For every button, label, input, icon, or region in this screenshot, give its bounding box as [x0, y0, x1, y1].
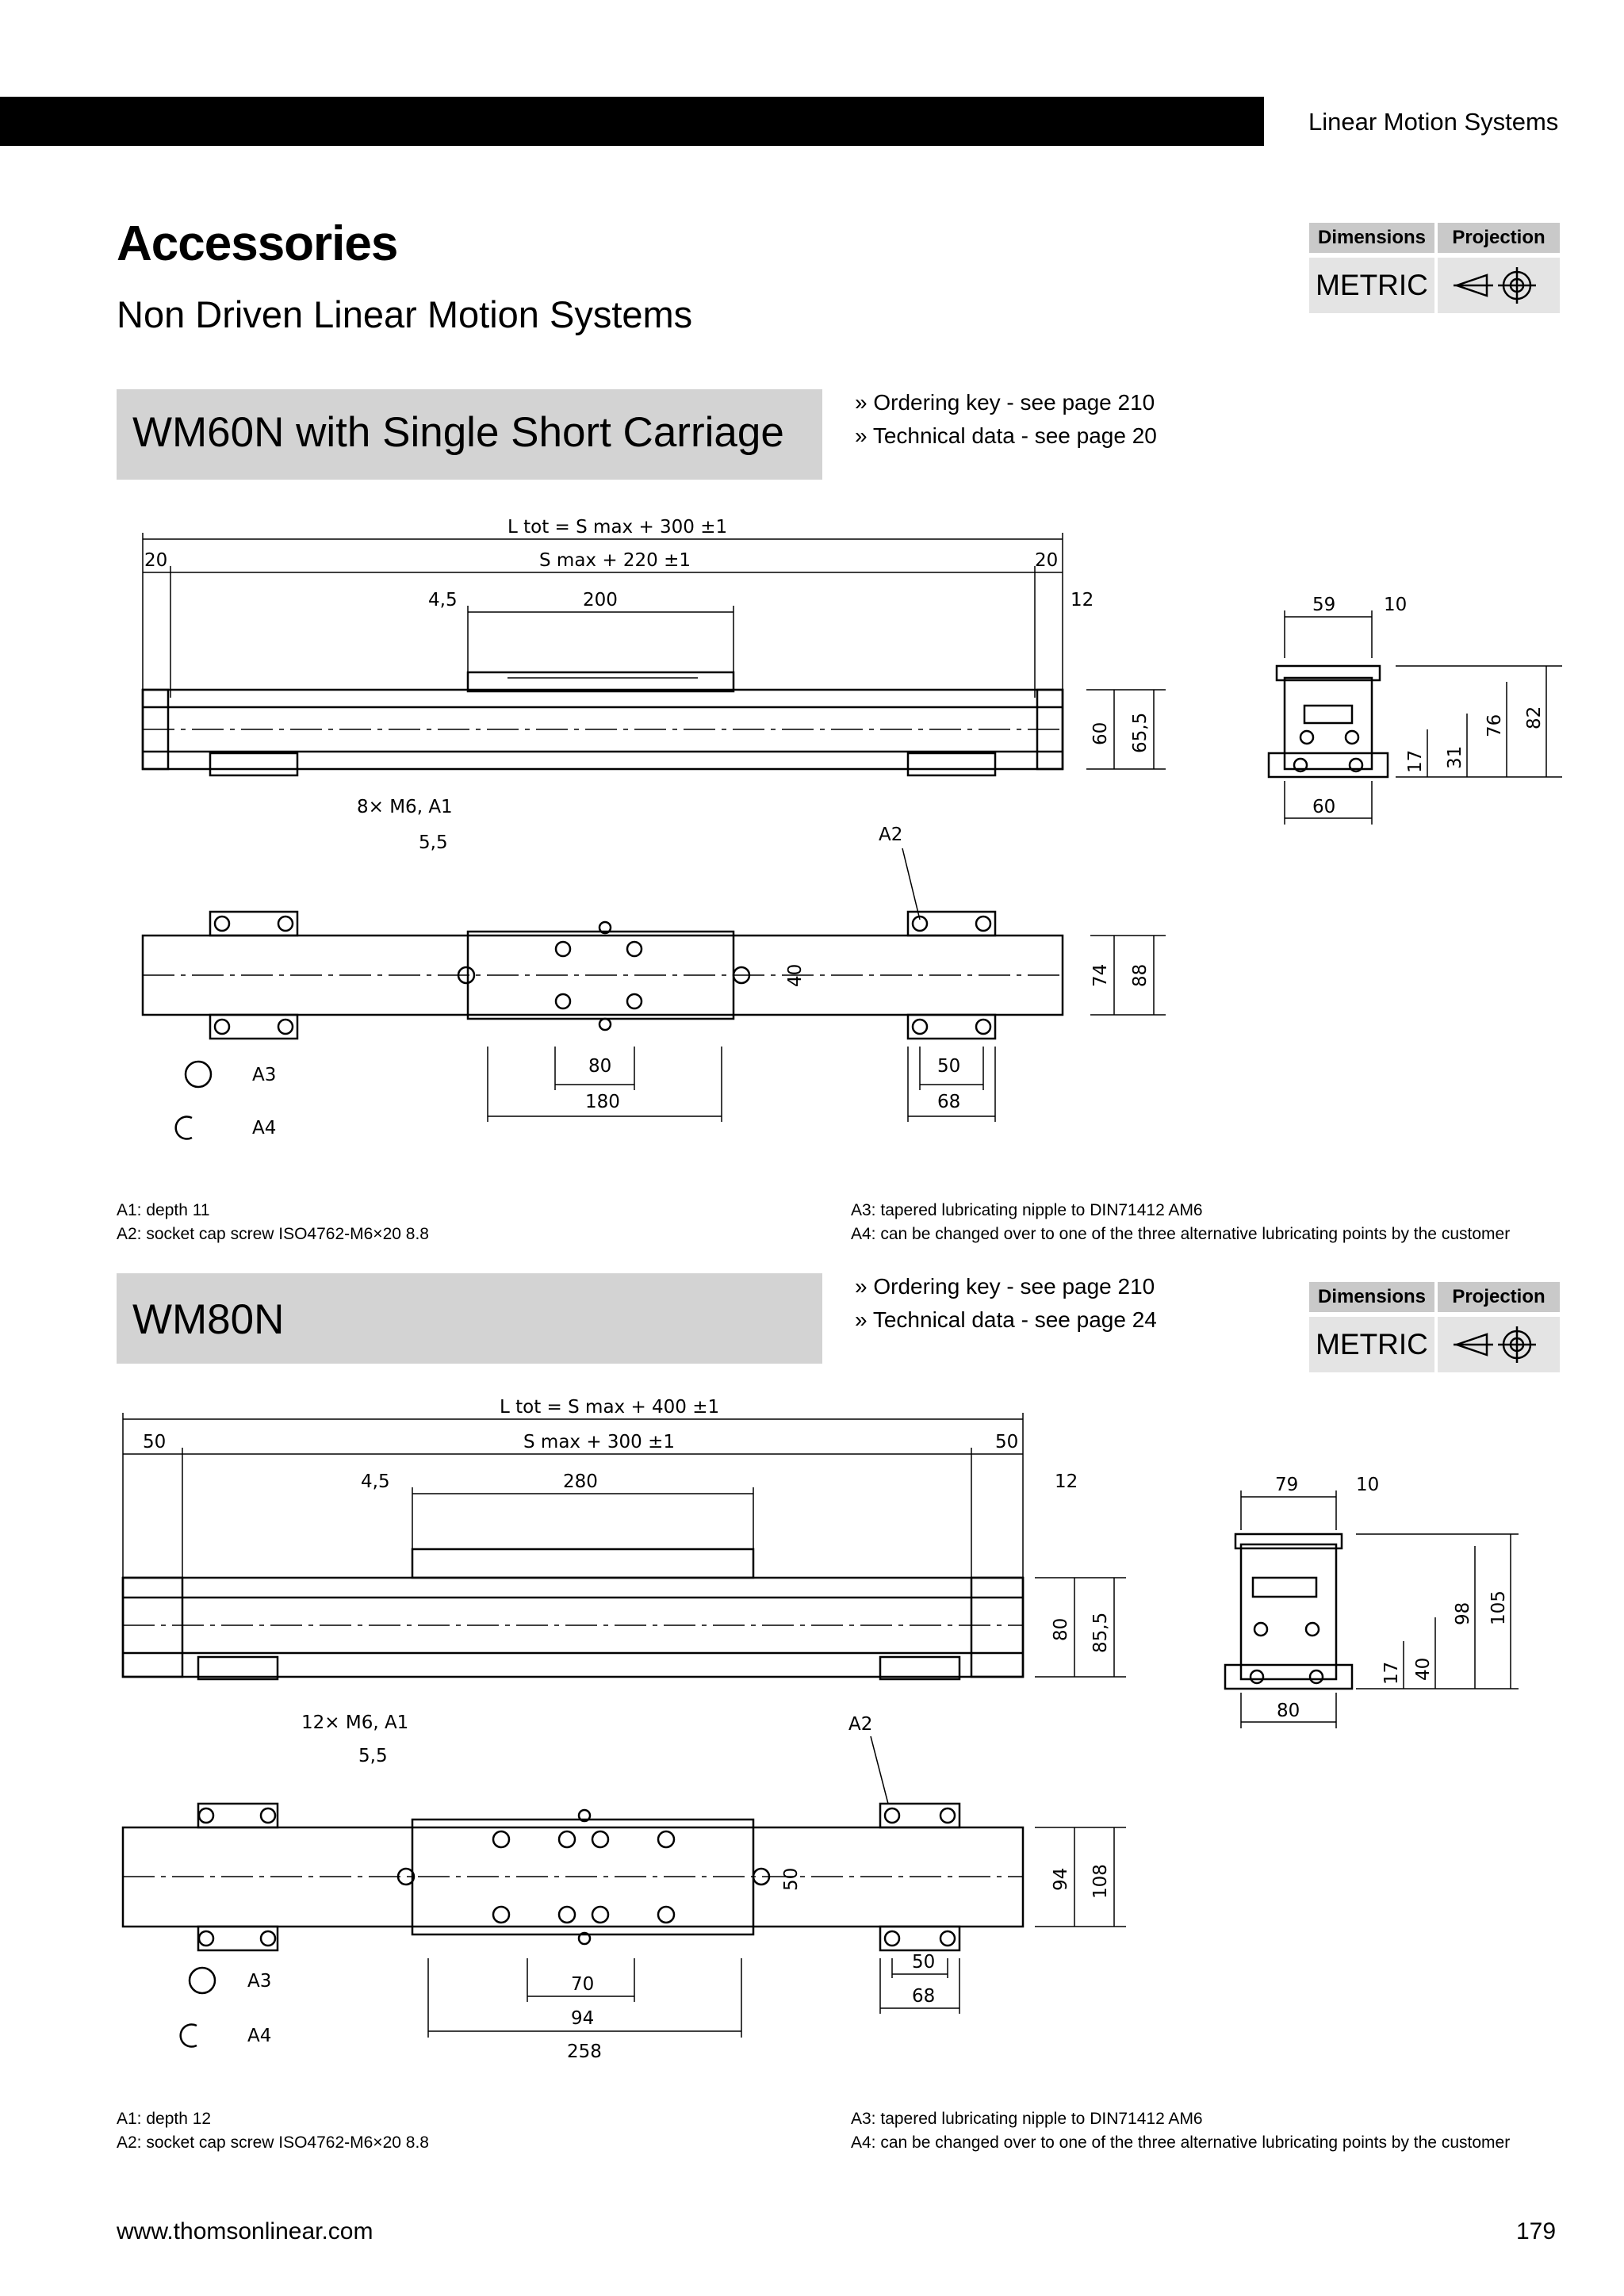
end-left-label: 20	[144, 550, 168, 571]
side-v1-label: 17	[1381, 1661, 1402, 1685]
ordering-key-link[interactable]: » Ordering key - see page 210	[855, 390, 1155, 415]
side-top2-label: 10	[1384, 595, 1408, 615]
dimensions-label: Dimensions	[1309, 1282, 1434, 1312]
footer-url[interactable]: www.thomsonlinear.com	[117, 2218, 373, 2244]
side-v2-label: 31	[1445, 745, 1465, 769]
dim-68-label: 68	[912, 1986, 936, 2007]
right-gap-label: 12	[1055, 1471, 1078, 1492]
height-85-label: 85,5	[1090, 1612, 1111, 1653]
technical-data-link[interactable]: » Technical data - see page 24	[855, 1307, 1157, 1332]
product-references	[855, 386, 1157, 453]
ltot-label: L tot = S max + 400 ±1	[500, 1397, 720, 1418]
technical-data-link[interactable]: » Technical data - see page 20	[855, 423, 1157, 448]
dim-180-label: 180	[585, 1092, 620, 1112]
wm80n-technical-drawing	[0, 1387, 1624, 2101]
projection-icon	[1438, 258, 1560, 313]
product-title: WM80N	[132, 1296, 285, 1343]
width-inner-label: 40	[785, 963, 806, 987]
dimensions-label: Dimensions	[1309, 223, 1434, 253]
note-a1: A1: depth 12	[117, 2110, 212, 2128]
right-gap-label: 12	[1071, 590, 1094, 610]
projection-label: Projection	[1438, 223, 1560, 253]
product-references	[855, 1270, 1157, 1337]
dimension-box	[1309, 223, 1560, 313]
end-right-label: 50	[995, 1432, 1019, 1452]
a3-label: A3	[247, 1971, 272, 1992]
dim-68-label: 68	[937, 1092, 961, 1112]
metric-label: METRIC	[1309, 258, 1434, 313]
notes-right	[851, 1199, 1510, 1246]
side-v4-label: 82	[1524, 706, 1545, 729]
side-top-label: 79	[1275, 1475, 1299, 1495]
note-a2: A2: socket cap screw ISO4762-M6×20 8.8	[117, 2133, 429, 2152]
height-60-label: 60	[1090, 721, 1111, 745]
offset-label: 4,5	[428, 590, 458, 610]
width-94-label: 94	[1051, 1867, 1071, 1891]
smax-label: S max + 300 ±1	[523, 1432, 676, 1452]
carriage-length-label: 280	[563, 1471, 598, 1492]
section-label: Linear Motion Systems	[1308, 108, 1559, 136]
a4-label: A4	[252, 1118, 277, 1138]
dim-94-label: 94	[571, 2008, 595, 2029]
side-v3-label: 98	[1453, 1601, 1473, 1625]
a3-label: A3	[252, 1065, 277, 1085]
height-80-label: 80	[1051, 1617, 1071, 1641]
width-108-label: 108	[1090, 1864, 1111, 1899]
metric-label: METRIC	[1309, 1317, 1434, 1372]
side-v2-label: 40	[1413, 1657, 1434, 1681]
wm60n-technical-drawing	[0, 507, 1624, 1173]
projection-icon	[1438, 1317, 1560, 1372]
dim-80-label: 80	[588, 1056, 612, 1077]
page-subtitle: Non Driven Linear Motion Systems	[117, 293, 693, 335]
dim-70-label: 70	[571, 1974, 595, 1995]
width-88-label: 88	[1130, 963, 1151, 987]
header-bar	[0, 97, 1264, 146]
hole-offset-label: 5,5	[419, 832, 448, 853]
holes-label: 8× M6, A1	[357, 797, 453, 817]
note-a3: A3: tapered lubricating nipple to DIN71412 AM6	[851, 1201, 1203, 1219]
side-bottom-label: 60	[1312, 797, 1336, 817]
notes-right	[851, 2107, 1510, 2155]
smax-label: S max + 220 ±1	[539, 550, 691, 571]
note-a1: A1: depth 11	[117, 1201, 210, 1219]
side-top2-label: 10	[1356, 1475, 1380, 1495]
side-v4-label: 105	[1488, 1590, 1509, 1625]
note-a3: A3: tapered lubricating nipple to DIN71412 AM6	[851, 2110, 1203, 2128]
a4-label: A4	[247, 2026, 272, 2046]
product-title-box	[117, 1273, 822, 1364]
side-top-label: 59	[1312, 595, 1336, 615]
side-bottom-label: 80	[1277, 1701, 1300, 1721]
holes-label: 12× M6, A1	[301, 1712, 409, 1733]
note-a4: A4: can be changed over to one of the three alternative lubricating points by the customer	[851, 2133, 1511, 2152]
ordering-key-link[interactable]: » Ordering key - see page 210	[855, 1274, 1155, 1299]
side-v3-label: 76	[1484, 714, 1505, 737]
side-v1-label: 17	[1405, 749, 1426, 773]
a2-label: A2	[848, 1714, 873, 1735]
width-inner-label: 50	[781, 1867, 802, 1891]
ltot-label: L tot = S max + 300 ±1	[508, 517, 728, 538]
a2-label: A2	[879, 825, 903, 845]
page-title: Accessories	[117, 216, 398, 271]
product-title-box	[117, 389, 822, 480]
dim-50-label: 50	[937, 1056, 961, 1077]
end-left-label: 50	[143, 1432, 167, 1452]
page-number: 179	[1516, 2218, 1557, 2244]
end-right-label: 20	[1035, 550, 1059, 571]
height-65-label: 65,5	[1130, 712, 1151, 753]
hole-offset-label: 5,5	[358, 1746, 388, 1766]
offset-label: 4,5	[361, 1471, 390, 1492]
product-title: WM60N with Single Short Carriage	[132, 409, 784, 456]
dim-50-label: 50	[912, 1952, 936, 1973]
notes-left	[117, 1199, 429, 1246]
dim-258-label: 258	[567, 2042, 602, 2062]
note-a4: A4: can be changed over to one of the three alternative lubricating points by the customer	[851, 1225, 1511, 1243]
projection-label: Projection	[1438, 1282, 1560, 1312]
dimension-box	[1309, 1282, 1560, 1372]
carriage-length-label: 200	[583, 590, 618, 610]
notes-left	[117, 2107, 429, 2155]
note-a2: A2: socket cap screw ISO4762-M6×20 8.8	[117, 1225, 429, 1243]
width-74-label: 74	[1090, 963, 1111, 987]
